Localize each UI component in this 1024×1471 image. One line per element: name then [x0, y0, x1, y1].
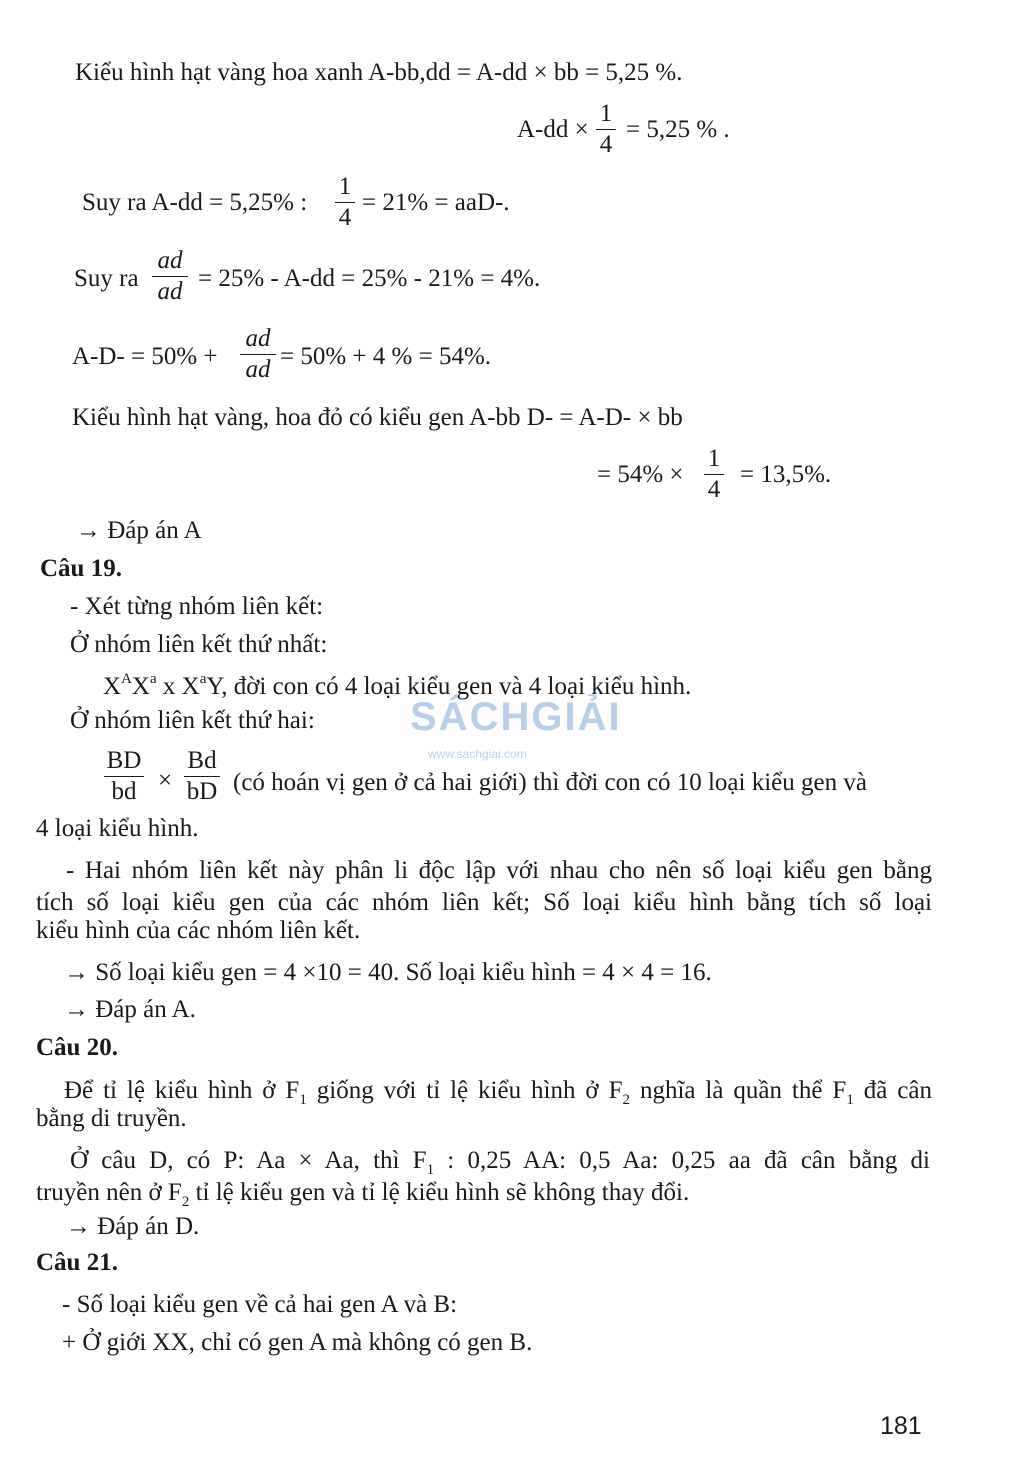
- fraction-ad-ad: ad ad: [240, 324, 276, 385]
- fraction-one-quarter: 1 4: [335, 172, 355, 233]
- fraction-one-quarter: 1 4: [704, 444, 724, 505]
- q20-paragraph: Để tỉ lệ kiểu hình ở $F_1$ giống với tỉ lệ kiểu hình ở $F_2$ nghĩa là quần thể $F_1$ đã cân: [64, 1077, 932, 1108]
- question-20-heading: Câu 20.: [36, 1034, 118, 1061]
- fraction-ad-ad: ad ad: [152, 246, 188, 307]
- question-19-heading: Câu 19.: [40, 555, 122, 582]
- q19-text: - Xét từng nhóm liên kết:: [70, 593, 324, 620]
- watermark-url: www.sachgiai.com: [428, 747, 527, 761]
- q19-paragraph: kiểu hình của các nhóm liên kết.: [36, 917, 361, 944]
- question-21-heading: Câu 21.: [36, 1249, 118, 1276]
- answer-a: → Đáp án A.: [64, 996, 196, 1023]
- eq-result-4: = 25% - A-dd = 25% - 21% = 4%.: [198, 265, 541, 292]
- eq-a-dd-times: A-dd ×: [517, 116, 589, 143]
- fraction-one-quarter: 1 4: [596, 99, 616, 160]
- eq-suy-ra-a-dd: Suy ra A-dd = 5,25% :: [82, 189, 308, 216]
- q20-paragraph: bằng di truyền.: [36, 1105, 187, 1132]
- q19-result: → Số loại kiểu gen = 4 ×10 = 40. Số loại kiểu hình = 4 × 4 = 16.: [64, 959, 712, 986]
- eq-a-d-label: A-D- = 50% +: [72, 343, 218, 370]
- fraction-bd-bd: BD bd: [104, 746, 144, 807]
- q19-paragraph: tích số loại kiểu gen của các nhóm liên kết; Số loại kiểu hình bằng tích số loại: [36, 889, 932, 916]
- q19-paragraph: - Hai nhóm liên kết này phân li độc lập với nhau cho nên số loại kiểu gen bằng: [66, 857, 932, 884]
- q19-cross-first-group: $X^AX^a$ x $X^aY$, đời con có 4 loại kiểu gen và 4 loại kiểu hình.: [103, 671, 692, 700]
- eq-54-times: = 54% ×: [597, 461, 684, 488]
- times-sign: ×: [158, 767, 173, 794]
- answer-d: → Đáp án D.: [66, 1213, 200, 1240]
- page-number: 181: [880, 1412, 922, 1440]
- q19-text: (có hoán vị gen ở cả hai giới) thì đời con có 10 loại kiểu gen và: [233, 769, 867, 796]
- q19-text: 4 loại kiểu hình.: [36, 815, 199, 842]
- line-phenotype-yellow-red: Kiểu hình hạt vàng, hoa đỏ có kiểu gen A-bb D- = A-D- × bb: [72, 404, 683, 431]
- q19-text: Ở nhóm liên kết thứ nhất:: [70, 631, 328, 658]
- eq-result-13-5: = 13,5%.: [740, 461, 832, 488]
- q20-paragraph: Ở câu D, có P: Aa × Aa, thì $F_1$ : 0,25 AA: 0,5 Aa: 0,25 aa đã cân bằng di: [70, 1147, 930, 1178]
- watermark-logo: SÁCHGIẢI: [410, 695, 622, 739]
- line-phenotype-yellow-green: Kiểu hình hạt vàng hoa xanh A-bb,dd = A-dd × bb = 5,25 %.: [75, 59, 683, 86]
- fraction-Bd-bD: Bd bD: [184, 746, 220, 807]
- eq-result-5-25: = 5,25 % .: [626, 116, 730, 143]
- answer-a: → Đáp án A: [76, 517, 202, 544]
- q21-text: + Ở giới XX, chỉ có gen A mà không có gen B.: [62, 1329, 533, 1356]
- q19-text: Ở nhóm liên kết thứ hai:: [70, 707, 315, 734]
- eq-result-21: = 21% = aaD-.: [362, 189, 510, 216]
- q21-text: - Số loại kiểu gen về cả hai gen A và B:: [62, 1291, 458, 1318]
- q20-paragraph: truyền nên ở $F_2$ tỉ lệ kiểu gen và tỉ lệ kiểu hình sẽ không thay đổi.: [36, 1179, 690, 1210]
- eq-suy-ra-label: Suy ra: [74, 265, 139, 292]
- eq-result-54: = 50% + 4 % = 54%.: [280, 343, 492, 370]
